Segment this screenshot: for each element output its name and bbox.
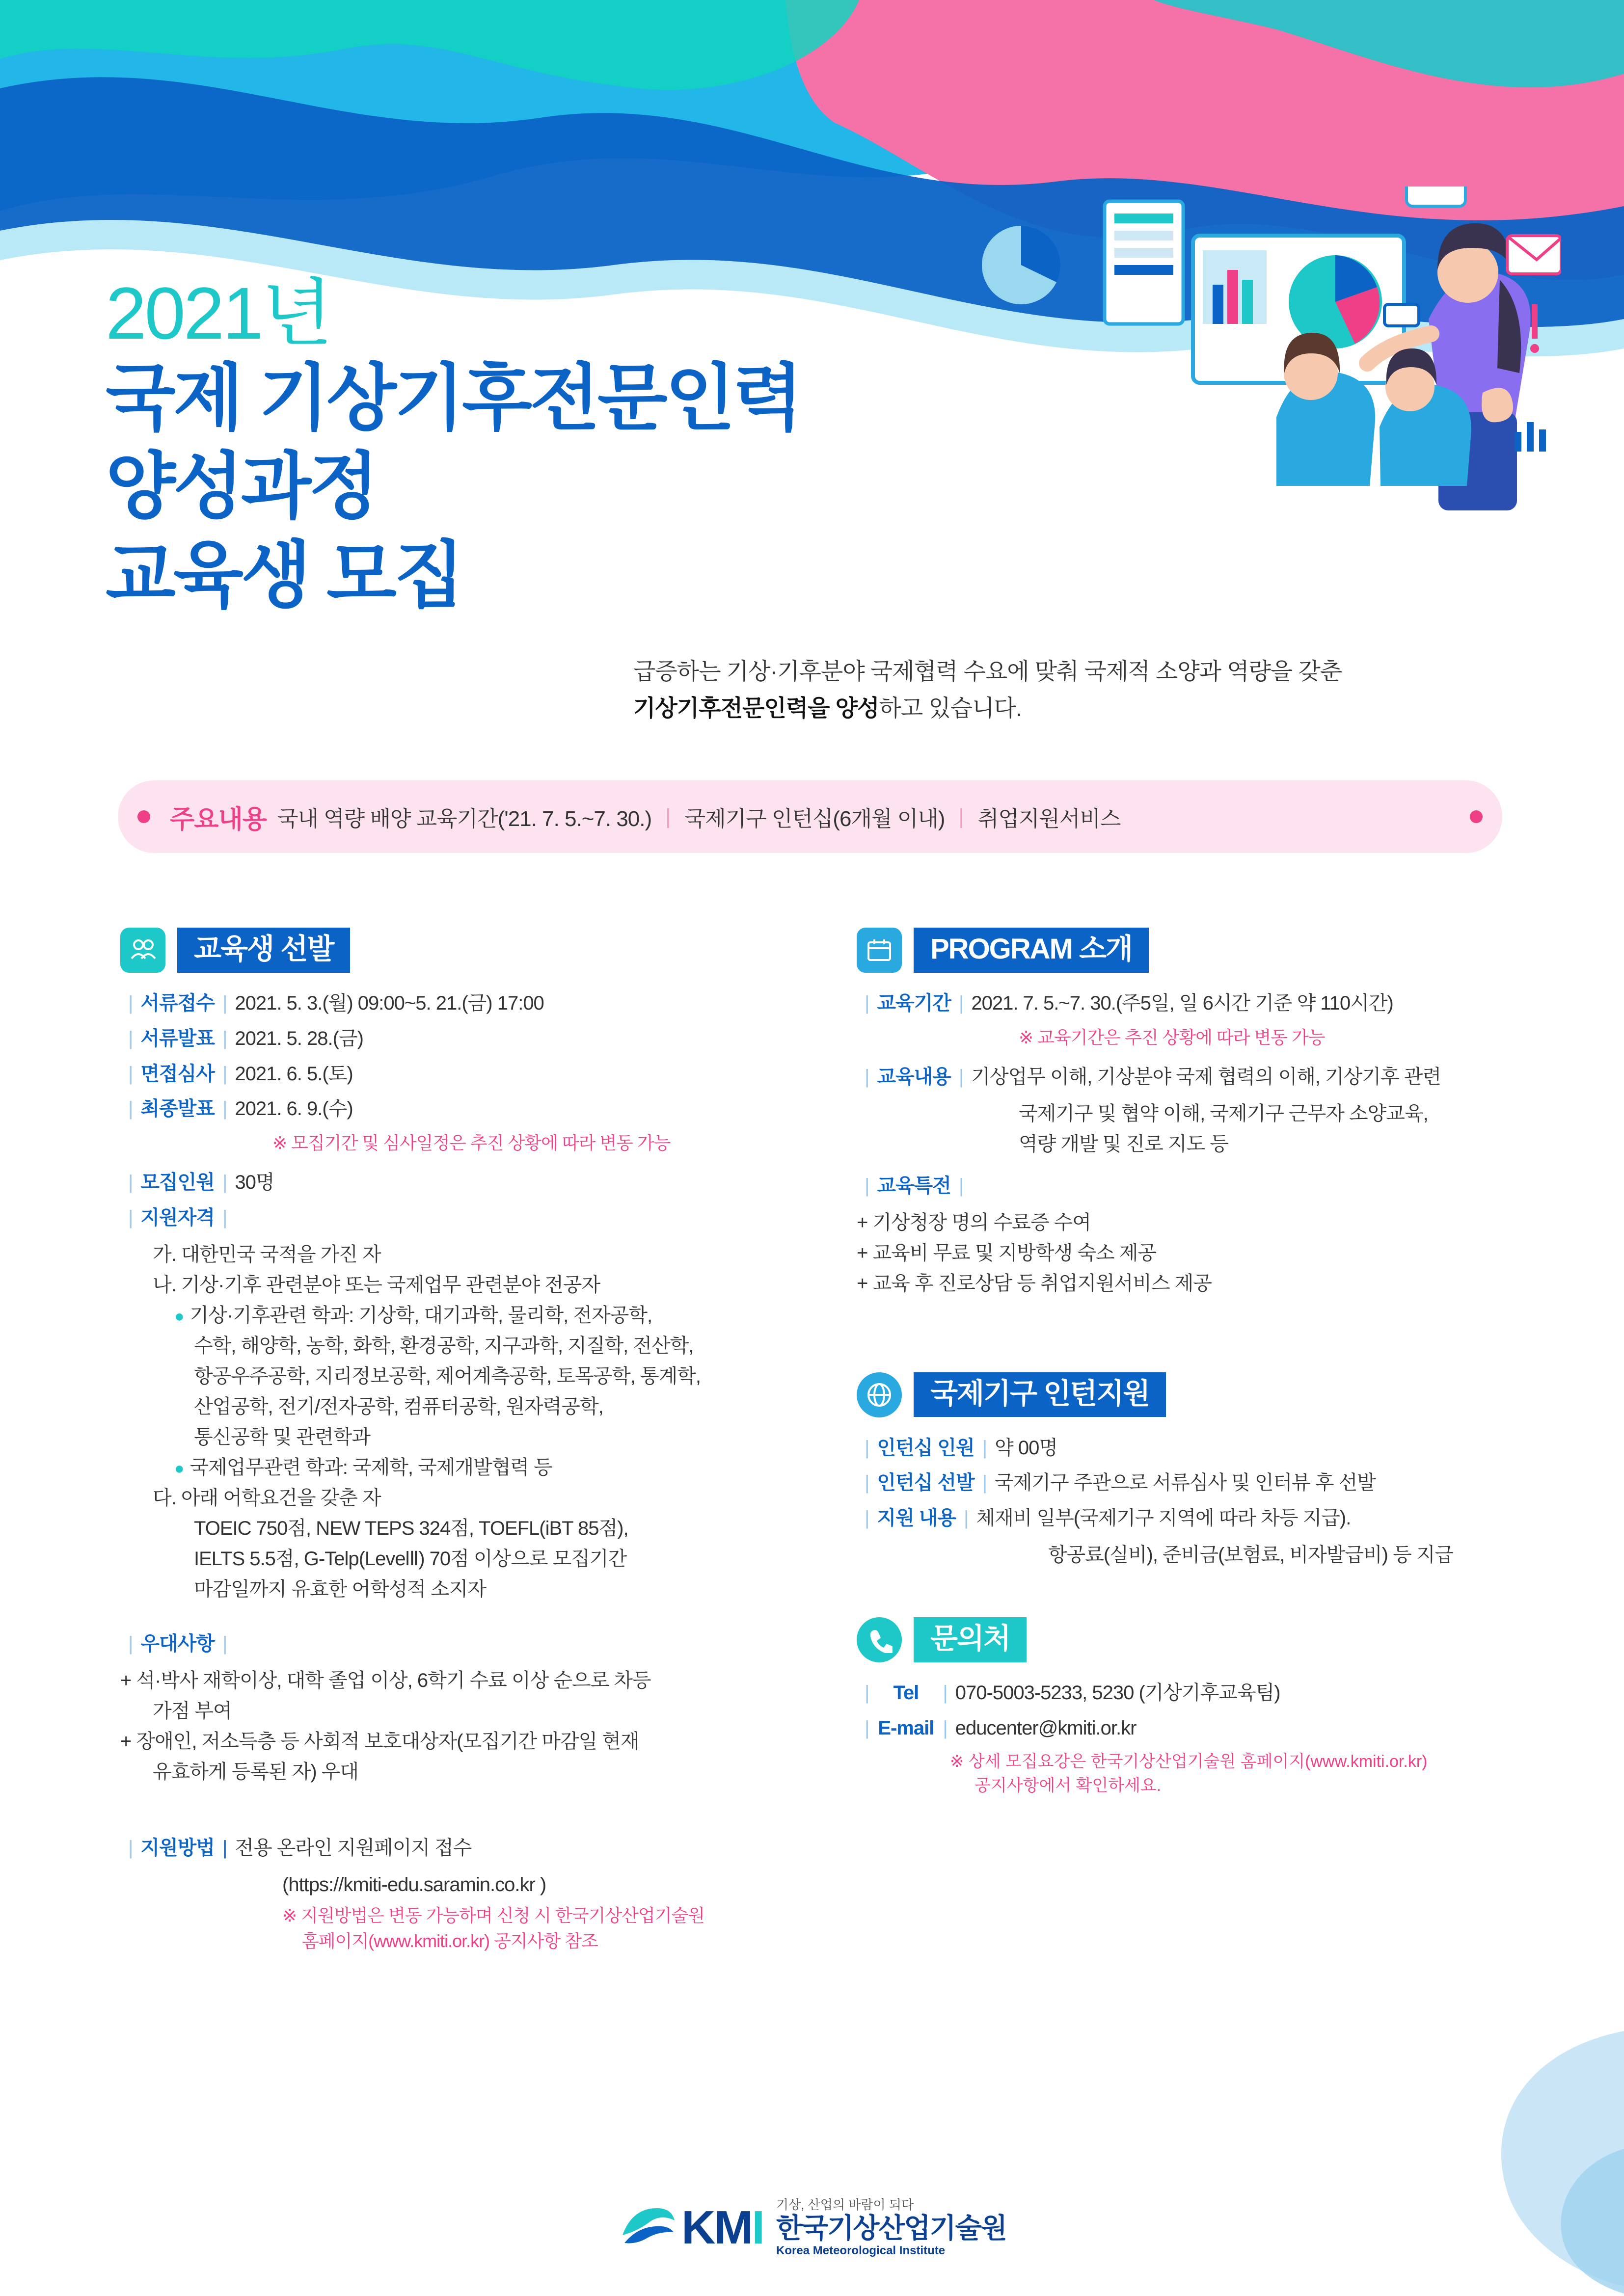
contact-note-1: ※ 상세 모집요강은 한국기상산업기술원 홈페이지(www.kmiti.or.kr) (950, 1752, 1428, 1771)
selection-capacity-row: | 모집인원 | 30명 (120, 1169, 817, 1197)
poster-lead-line-1: 급증하는 기상·기후분야 국제협력 수요에 맞춰 국제적 소양과 역량을 갖춘 (633, 658, 1342, 684)
poster-lead-line-2 (633, 690, 1532, 726)
program-period-row: | 교육기간 | 2021. 7. 5.~7. 30.(주5일, 일 6시간 기준 약 110시간) (857, 989, 1554, 1017)
internship-value-1: 약 00명 (995, 1437, 1057, 1459)
selection-value-3: 2021. 6. 5.(토) (235, 1063, 353, 1085)
program-benefit-2: + 교육비 무료 및 지방학생 숙소 제공 (857, 1242, 1156, 1264)
section-contact-title: 문의처 (914, 1617, 1027, 1662)
program-content-line-2: 국제기구 및 협약 이해, 국제기구 근무자 소양교육, (1019, 1102, 1428, 1124)
program-benefit-label: 교육특전 (877, 1175, 951, 1197)
apply-method-note-1: ※ 지원방법은 변동 가능하며 신청 시 한국기상산업기술원 (282, 1905, 705, 1925)
section-program-header (857, 928, 1554, 973)
preference-line-3: + 장애인, 저소득층 등 사회적 보호대상자(모집기간 마감일 현재 (120, 1730, 639, 1752)
internship-extra: 항공료(실비), 준비금(보험료, 비자발급비) 등 지급 (1048, 1544, 1454, 1566)
section-internship-title: 국제기구 인턴지원 (914, 1372, 1166, 1417)
section-program-title: PROGRAM 소개 (914, 928, 1149, 973)
poster-header (106, 272, 801, 620)
highlight-bar-item-3: 취업지원서비스 (977, 807, 1121, 831)
selection-row-3: | 면접심사 | 2021. 6. 5.(토) (120, 1060, 817, 1088)
program-benefit-3: + 교육 후 진로상담 등 취업지원서비스 제공 (857, 1272, 1212, 1294)
apply-method-row: | 지원방법 | 전용 온라인 지원페이지 접수 (120, 1834, 817, 1862)
poster-title (106, 354, 801, 620)
left-column (120, 928, 817, 1954)
contact-email-label: E-mail (878, 1717, 934, 1739)
kmi-wordmark: KMI (681, 2201, 764, 2254)
contact-note-2: 공지사항에서 확인하세요. (974, 1776, 1162, 1795)
footer-name-en: Korea Meteorological Institute (776, 2244, 946, 2258)
selection-row-1: | 서류접수 | 2021. 5. 3.(월) 09:00~5. 21.(금) 17:00 (120, 989, 817, 1017)
selection-value-1: 2021. 5. 3.(월) 09:00~5. 21.(금) 17:00 (235, 992, 544, 1014)
internship-label-3: 지원 내용 (877, 1507, 956, 1529)
preference-line-1: + 석·박사 재학이상, 대학 졸업 이상, 6학기 수료 이상 순으로 차등 (120, 1669, 651, 1691)
right-column (857, 928, 1554, 1798)
preference-line-4: 유효하게 등록된 자) 우대 (153, 1761, 359, 1783)
program-period-value: 2021. 7. 5.~7. 30.(주5일, 일 6시간 기준 약 110시간) (971, 992, 1393, 1014)
poster-lead-rest: 하고 있습니다. (879, 695, 1022, 721)
program-content-line-3: 역량 개발 및 진로 지도 등 (1019, 1133, 1228, 1155)
contact-tel-value: 070-5003-5233, 5230 (기상기후교육팀) (955, 1682, 1280, 1704)
selection-schedule-note: ※ 모집기간 및 심사일정은 추진 상황에 따라 변동 가능 (272, 1133, 671, 1153)
majors-line-3: 산업공학, 전기/전자공학, 컴퓨터공학, 원자력공학, (194, 1395, 603, 1417)
selection-row-2: | 서류발표 | 2021. 5. 28.(금) (120, 1025, 817, 1053)
internship-value-3: 체재비 일부(국제기구 지역에 따라 차등 지급). (976, 1507, 1351, 1529)
apply-method-line-1: 전용 온라인 지원페이지 접수 (235, 1837, 472, 1859)
contact-tel-label: Tel (893, 1682, 919, 1704)
preference-label: 우대사항 (140, 1632, 215, 1655)
phone-icon (857, 1617, 902, 1662)
program-content-label: 교육내용 (877, 1066, 951, 1088)
selection-label-2: 서류발표 (140, 1027, 215, 1049)
poster-year: 2021년 (106, 272, 331, 354)
bullet-dot-left-icon (137, 810, 150, 823)
contact-email-row: | E-mail | educenter@kmiti.or.kr (857, 1714, 1554, 1742)
internship-label-1: 인턴십 인원 (877, 1437, 974, 1459)
selection-row-4: | 최종발표 | 2021. 6. 9.(수) (120, 1095, 817, 1123)
majors-line-2: 항공우주공학, 지리정보공학, 제어계측공학, 토목공학, 통계학, (194, 1365, 701, 1387)
section-selection-title: 교육생 선발 (177, 928, 350, 973)
poster-lead (633, 653, 1532, 726)
qualify-item-a: 가. 대한민국 국적을 가진 자 (153, 1243, 381, 1265)
program-benefit-1: + 기상청장 명의 수료증 수여 (857, 1211, 1091, 1233)
bullet-icon-majors: ● (174, 1307, 184, 1326)
highlight-bar-label: 주요내용 (170, 805, 267, 834)
majors-head-line: ● 기상·기후관련 학과: 기상학, 대기과학, 물리학, 전자공학, (174, 1304, 652, 1326)
selection-label-4: 최종발표 (140, 1098, 215, 1120)
majors-line-1: 수학, 해양학, 농학, 화학, 환경공학, 지구과학, 지질학, 전산학, (194, 1335, 694, 1357)
internship-label-2: 인턴십 선발 (877, 1472, 974, 1494)
calendar-icon (857, 928, 902, 973)
program-benefit-header-row: | 교육특전 | (857, 1172, 1554, 1200)
contact-email-value: educenter@kmiti.or.kr (955, 1717, 1137, 1739)
internship-value-2: 국제기구 주관으로 서류심사 및 인터뷰 후 선발 (995, 1472, 1376, 1494)
majors-line-4: 통신공학 및 관련학과 (194, 1426, 370, 1448)
selection-value-4: 2021. 6. 9.(수) (235, 1098, 353, 1120)
internship-row-3: | 지원 내용 | 체재비 일부(국제기구 지역에 따라 차등 지급). (857, 1504, 1554, 1532)
language-line-3: 마감일까지 유효한 어학성적 소지자 (194, 1578, 486, 1600)
selection-capacity-label: 모집인원 (140, 1172, 215, 1194)
section-internship-header (857, 1372, 1554, 1417)
footer-slogan: 기상, 산업의 바람이 되다 (776, 2197, 914, 2213)
selection-label-1: 서류접수 (140, 992, 215, 1014)
highlight-separator-2: | (958, 804, 964, 828)
bullet-icon-intl-major: ● (174, 1459, 184, 1478)
highlight-bar (118, 780, 1502, 853)
kmi-swirl-icon (618, 2201, 677, 2255)
qualify-item-b: 나. 기상·기후 관련분야 또는 국제업무 관련분야 전공자 (153, 1274, 600, 1296)
poster-title-line-1: 국제 기상기후전문인력 (106, 357, 801, 439)
intl-major-line: ● 국제업무관련 학과: 국제학, 국제개발협력 등 (174, 1456, 552, 1478)
selection-qualify-row: | 지원자격 | (120, 1204, 817, 1232)
globe-icon (857, 1372, 902, 1417)
selection-value-2: 2021. 5. 28.(금) (235, 1027, 363, 1049)
poster-title-line-2: 양성과정 (106, 446, 377, 528)
footer-name-ko: 한국기상산업기술원 (776, 2213, 1006, 2244)
selection-qualify-label: 지원자격 (140, 1207, 215, 1229)
internship-row-2: | 인턴십 선발 | 국제기구 주관으로 서류심사 및 인터뷰 후 선발 (857, 1469, 1554, 1497)
program-period-note: ※ 교육기간은 추진 상황에 따라 변동 가능 (1019, 1027, 1325, 1047)
language-line-1: TOEIC 750점, NEW TEPS 324점, TOEFL(iBT 85점), (194, 1517, 628, 1539)
program-content-line-1: 기상업무 이해, 기상분야 국제 협력의 이해, 기상기후 관련 (971, 1066, 1441, 1088)
language-line-2: IELTS 5.5점, G-Telp(LevelⅡ) 70점 이상으로 모집기간 (194, 1548, 627, 1570)
highlight-bar-item-1: 국내 역량 배양 교육기간('21. 7. 5.~7. 30.) (277, 807, 652, 831)
poster-title-line-3: 교육생 모집 (106, 534, 462, 616)
language-head: 다. 아래 어학요건을 갖춘 자 (153, 1487, 381, 1509)
contact-tel-row: | Tel | 070-5003-5233, 5230 (기상기후교육팀) (857, 1679, 1554, 1707)
selection-capacity-value: 30명 (235, 1172, 274, 1194)
apply-method-line-2: (https://kmiti-edu.saramin.co.kr ) (282, 1873, 546, 1896)
program-content-row: | 교육내용 | 기상업무 이해, 기상분야 국제 협력의 이해, 기상기후 관련 (857, 1063, 1554, 1091)
section-selection-header (120, 928, 817, 973)
bullet-dot-right-icon (1470, 810, 1483, 823)
footer-logo (0, 2198, 1624, 2258)
apply-method-note-2: 홈페이지(www.kmiti.or.kr) 공지사항 참조 (302, 1930, 598, 1951)
illustration (898, 187, 1561, 628)
poster-lead-bold: 기상기후전문인력을 양성 (633, 695, 879, 721)
preference-header-row: | 우대사항 | (120, 1630, 817, 1658)
highlight-bar-item-2: 국제기구 인턴십(6개월 이내) (684, 807, 945, 831)
highlight-separator-1: | (665, 804, 671, 828)
apply-method-label: 지원방법 (140, 1837, 215, 1859)
selection-label-3: 면접심사 (140, 1063, 215, 1085)
section-contact-header (857, 1617, 1554, 1662)
preference-line-2: 가점 부여 (153, 1700, 232, 1722)
people-icon (120, 928, 165, 973)
internship-row-1: | 인턴십 인원 | 약 00명 (857, 1434, 1554, 1462)
program-period-label: 교육기간 (877, 992, 951, 1014)
